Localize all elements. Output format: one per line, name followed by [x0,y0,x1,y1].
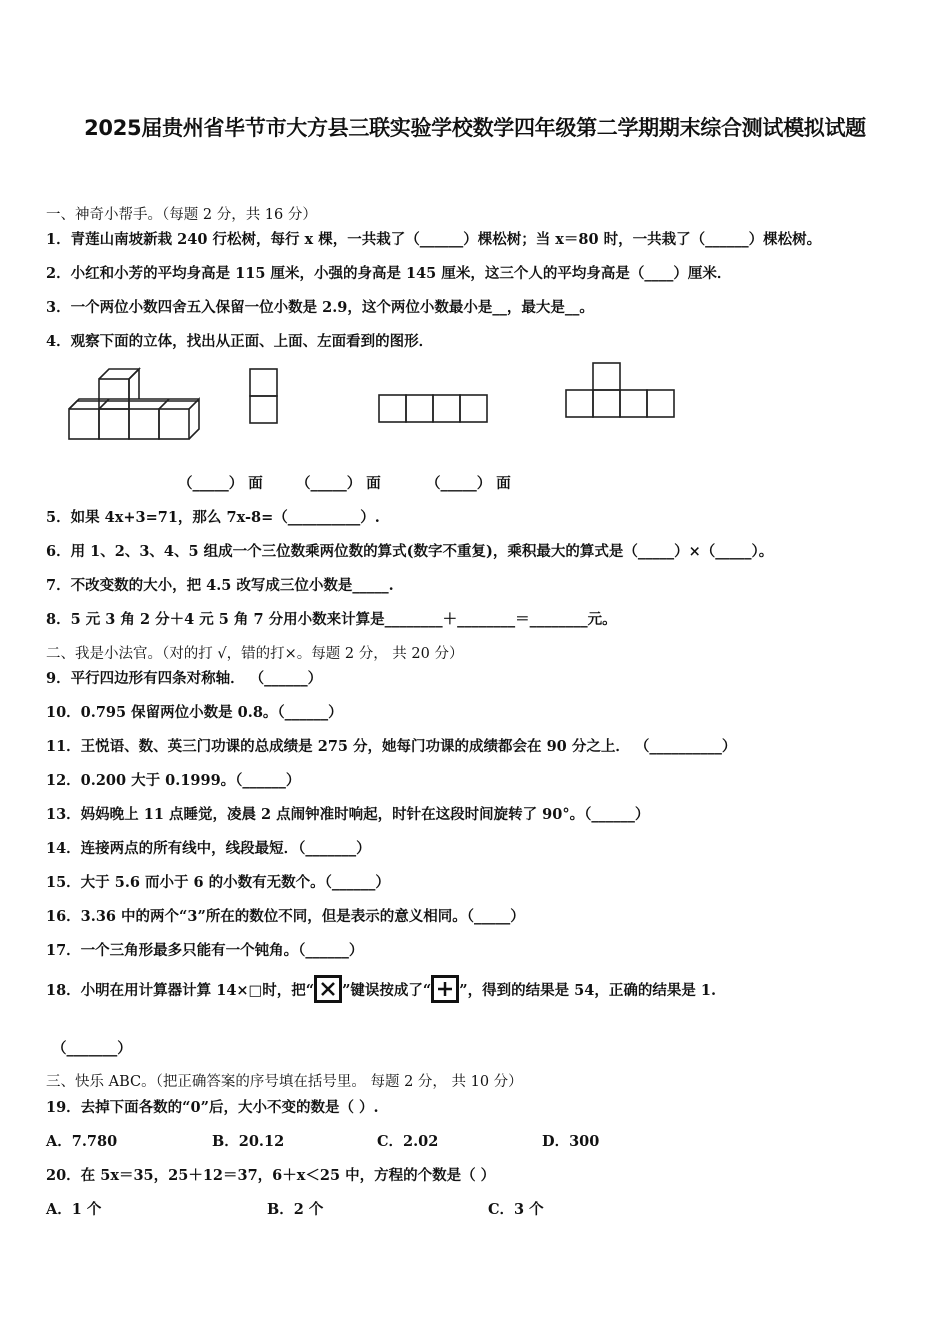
question-6: 6．用 1、2、3、4、5 组成一个三位数乘两位数的算式(数字不重复)，乘积最大的算式是（_____）×（_____）。 [46,543,774,560]
view-two-stacked [250,369,277,423]
section-heading-3: 三、快乐 ABC。（把正确答案的序号填在括号里。 每题 2 分， 共 10 分） [46,1074,523,1090]
question-7: 7．不改变数的大小，把 4.5 改写成三位小数是_____. [46,577,394,594]
question-17: 17．一个三角形最多只能有一个钝角。（______） [46,942,364,959]
multiply-key-icon [314,975,342,1007]
q20-option-a: A．1 个 [46,1201,102,1218]
question-2: 2．小红和小芳的平均身高是 115 厘米，小强的身高是 145 厘米，这三个人的平均身高是（____）厘米． [46,265,732,282]
question-16: 16．3.36 中的两个“3”所在的数位不同，但是表示的意义相同。（_____） [46,908,525,925]
question-12: 12．0.200 大于 0.1999。（______） [46,772,301,789]
plus-key-icon [431,975,459,1007]
question-4: 4．观察下面的立体，找出从正面、上面、左面看到的图形． [46,333,434,350]
view-label-3: （_____） 面 [426,475,511,492]
question-18-answer-blank: （_______） [52,1040,132,1057]
solid-figure [69,369,199,439]
question-18-part-c: ”，得到的结果是 54，正确的结果是 1. [459,982,717,999]
question-18-part-b: ”键误按成了“ [342,982,432,999]
question-13: 13．妈妈晚上 11 点睡觉，凌晨 2 点闹钟准时响起，时针在这段时间旋转了 90°。（______） [46,806,650,823]
question-5: 5．如果 4x+3=71，那么 7x-8=（__________）. [46,509,380,526]
q19-option-b: B．20.12 [212,1133,285,1150]
question-1: 1．青莲山南坡新栽 240 行松树，每行 x 棵，一共栽了（______）棵松树；当 x＝80 时，一共栽了（______）棵松树。 [46,231,822,248]
view-four-row-with-top [566,363,674,417]
q19-option-c: C．2.02 [377,1133,439,1150]
section-heading-2: 二、我是小法官。（对的打 √，错的打×。每题 2 分， 共 20 分） [46,646,464,662]
question-11: 11．王悦语、数、英三门功课的总成绩是 275 分，她每门功课的成绩都会在 90 分之上． （__________） [46,738,737,755]
question-15: 15．大于 5.6 而小于 6 的小数有无数个。（______） [46,874,390,891]
question-19: 19．去掉下面各数的“0”后，大小不变的数是（ ）. [46,1099,379,1116]
question-10: 10．0.795 保留两位小数是 0.8。（______） [46,704,343,721]
q19-option-d: D．300 [542,1133,600,1150]
question-3: 3．一个两位小数四舍五入保留一位小数是 2.9，这个两位小数最小是__，最大是__。 [46,299,594,316]
cube-figures [0,0,950,470]
q19-option-a: A．7.780 [46,1133,118,1150]
view-label-2: （_____） 面 [296,475,381,492]
question-20: 20．在 5x＝35，25＋12＝37，6＋x＜25 中，方程的个数是（ ） [46,1167,496,1184]
q20-option-c: C．3 个 [488,1201,544,1218]
question-18-part-a: 18．小明在用计算器计算 14×□时，把“ [46,982,315,999]
question-8: 8．5 元 3 角 2 分＋4 元 5 角 7 分用小数来计算是________＋________＝________元。 [46,611,617,628]
question-18 [46,975,716,1007]
view-label-1: （_____） 面 [178,475,263,492]
page-title: 2025届贵州省毕节市大方县三联实验学校数学四年级第二学期期末综合测试模拟试题 [84,116,866,140]
q20-option-b: B．2 个 [267,1201,324,1218]
question-14: 14．连接两点的所有线中，线段最短．（_______） [46,840,371,857]
section-heading-1: 一、神奇小帮手。（每题 2 分，共 16 分） [46,207,317,223]
view-four-row [379,395,487,422]
question-9: 9．平行四边形有四条对称轴． （______） [46,670,323,687]
